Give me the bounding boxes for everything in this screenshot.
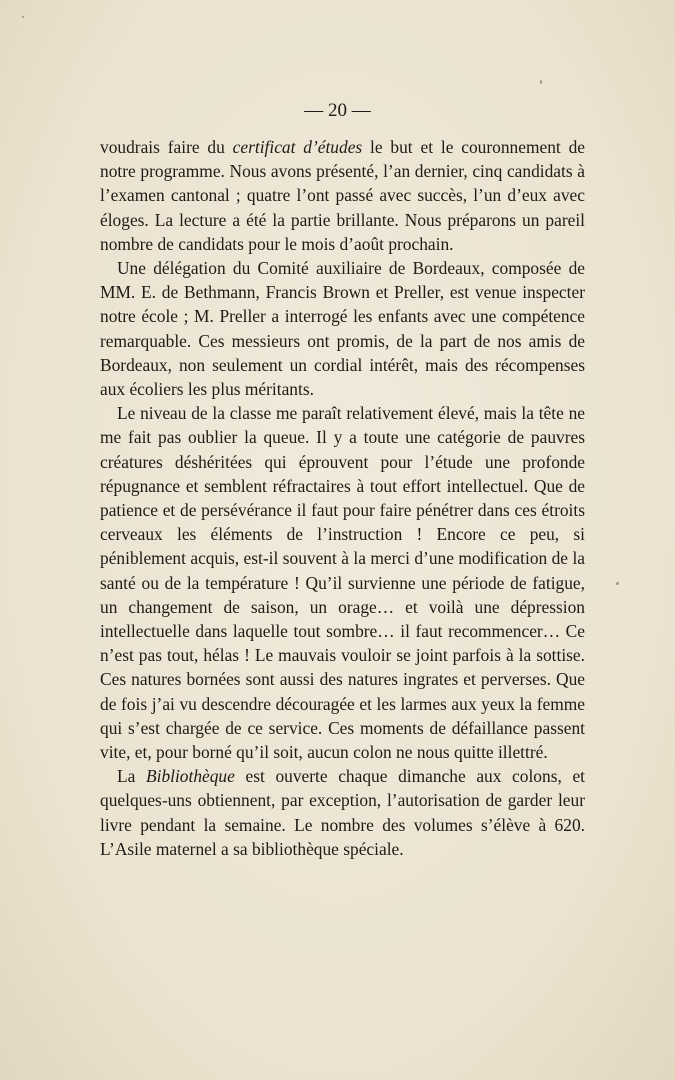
paragraph-1 (100, 135, 585, 256)
page-number: — 20 — (304, 100, 371, 121)
paragraph-1-segment-1: voudrais faire du (100, 137, 233, 157)
paragraph-4 (100, 764, 585, 861)
bibliotheque-word: Bibliothèque (145, 766, 235, 787)
paragraph-3 (100, 401, 585, 764)
paper-speck (22, 16, 24, 18)
paragraph-4-segment-1: La (117, 766, 146, 787)
certificat-d-etudes-phrase: certificat d’études (232, 137, 363, 157)
paragraph-1-segment-3: le but et le couronnement de notre programme. Nous avons présenté, l’an dernier, cinq candidats à l’examen cantonal ; quatre l’ont passé avec succès, l’un d’eux avec éloges. La lecture a été la partie brillante. Nous préparons un pareil nombre de candidats pour le mois d’août prochain. (100, 137, 585, 254)
body-text (100, 135, 585, 861)
paper-speck (540, 80, 542, 84)
paragraph-4-segment-3: est ouverte chaque dimanche aux colons, et quelques-uns obtiennent, par exception, l’autorisation de garder leur livre pendant la semaine. Le nombre des volumes s’élève à 620. L’Asile maternel a sa bibliothèque spéciale. (100, 766, 585, 859)
paragraph-3-segment-1: Le niveau de la classe me paraît relativement élevé, mais la tête ne me fait pas oublier la queue. Il y a toute une catégorie de pauvres créatures déshéritées qui éprouvent pour l’étude une profonde répugnance et semblent réfractaires à tout effort intellectuel. Que de patience et de persévérance il faut pour faire pénétrer dans ces étroits cerveaux les éléments de l’instruction ! Encore ce peu, si péniblement acquis, est-il souvent à la merci d’une modification de la santé ou de la température ! Qu’il survienne une période de fatigue, un changement de saison, un orage… et voilà une dépression intellectuelle dans laquelle tout sombre… il faut recommencer… Ce n’est pas tout, hélas ! Le mauvais vouloir se joint parfois à la sottise. Ces natures bornées sont aussi des natures ingrates et perverses. Que de fois j’ai vu descendre découragée et les larmes aux yeux la femme qui s’est chargée de ce service. Ces moments de défaillance passent vite, et, pour borné qu’il soit, aucun colon ne nous quitte illettré. (100, 403, 585, 763)
paragraph-2-segment-1: Une délégation du Comité auxiliaire de Bordeaux, composée de MM. E. de Bethmann, Francis Brown et Preller, est venue inspecter notre école ; M. Preller a interrogé les enfants avec une compétence remarquable. Ces messieurs ont promis, de la part de nos amis de Bordeaux, non seulement un cordial intérêt, mais des récompenses aux écoliers les plus méritants. (100, 258, 585, 400)
paper-speck (616, 582, 619, 585)
paragraph-2 (100, 256, 585, 401)
